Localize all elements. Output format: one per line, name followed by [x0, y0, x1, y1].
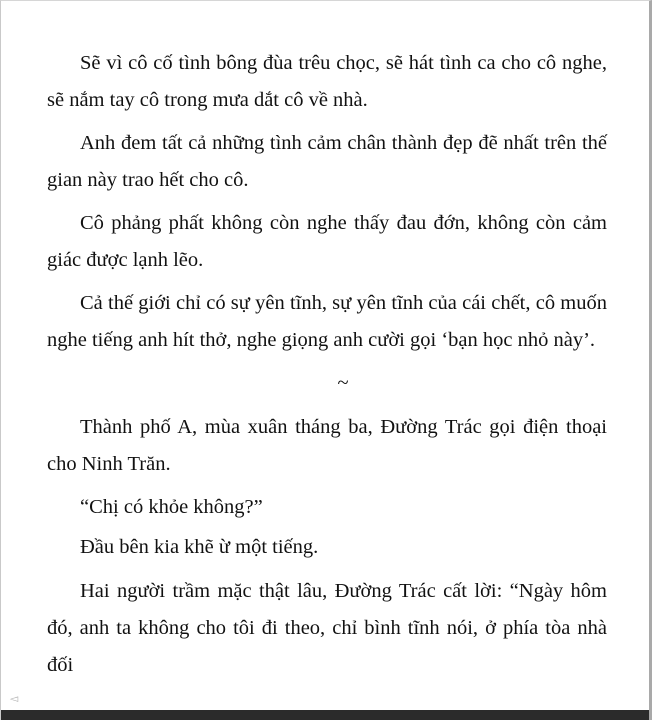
window-bottom-bar: [1, 710, 649, 720]
paragraph-2: Anh đem tất cả những tình cảm chân thành đẹp đẽ nhất trên thế gian này trao hết cho cô.: [47, 132, 607, 191]
paragraph-3: Cô phảng phất không còn nghe thấy đau đớn, không còn cảm giác được lạnh lẽo.: [47, 212, 607, 271]
paragraph-6: “Chị có khỏe không?”: [80, 496, 263, 518]
paragraph-5: Thành phố A, mùa xuân tháng ba, Đường Trác gọi điện thoại cho Ninh Trăn.: [47, 416, 607, 475]
paragraph-8: Hai người trầm mặc thật lâu, Đường Trác cất lời: “Ngày hôm đó, anh ta không cho tôi đi theo, chỉ bình tĩnh nói, ở phía tòa nhà đối: [47, 580, 607, 676]
scroll-left-arrow-icon[interactable]: ◅: [9, 692, 19, 705]
section-separator: ~: [337, 372, 349, 394]
paragraph-4: Cả thế giới chỉ có sự yên tĩnh, sự yên tĩnh của cái chết, cô muốn nghe tiếng anh hít thở, nghe giọng anh cười gọi ‘bạn học nhỏ này’.: [47, 292, 607, 351]
paragraph-7: Đầu bên kia khẽ ừ một tiếng.: [80, 536, 319, 558]
paragraph-1: Sẽ vì cô cố tình bông đùa trêu chọc, sẽ hát tình ca cho cô nghe, sẽ nắm tay cô trong mưa dắt cô về nhà.: [47, 52, 607, 111]
